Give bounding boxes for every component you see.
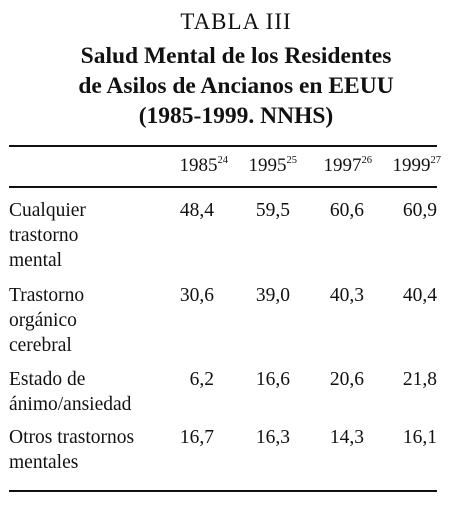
row-label-line: orgánico (9, 310, 77, 331)
table-cell: 6,2 (189, 369, 214, 390)
table-title-line-1: Salud Mental de los Residentes (80, 43, 392, 69)
table-cell: 60,9 (402, 200, 437, 221)
table-cell: 14,3 (329, 427, 364, 448)
table-cell: 48,4 (179, 200, 214, 221)
table-bottom-rule (9, 490, 437, 492)
table-cell: 39,0 (255, 285, 290, 306)
column-header-1995 (227, 155, 297, 177)
table-cell: 16,6 (255, 369, 290, 390)
column-header-1997 (302, 155, 372, 177)
column-year: 1985 (179, 155, 218, 176)
table-cell: 59,5 (255, 200, 290, 221)
row-label-line: Cualquier (9, 200, 86, 221)
row-label-line: mentales (9, 452, 79, 473)
column-year: 1995 (248, 155, 287, 176)
table-cell: 21,8 (402, 369, 437, 390)
table-cell: 40,3 (329, 285, 364, 306)
table-top-rule (9, 145, 437, 147)
table-title-line-3: (1985-1999. NNHS) (138, 103, 334, 129)
row-label-line: cerebral (9, 335, 72, 356)
table-cell: 40,4 (402, 285, 437, 306)
table-cell: 16,3 (255, 427, 290, 448)
row-label-line: mental (9, 250, 63, 271)
column-header-1985 (158, 155, 228, 177)
row-label-line: ánimo/ansiedad (9, 394, 132, 415)
column-reference: 26 (361, 154, 372, 166)
table-cell: 30,6 (179, 285, 214, 306)
column-reference: 24 (217, 154, 228, 166)
table-header-rule (9, 186, 437, 188)
column-reference: 25 (286, 154, 297, 166)
column-reference: 27 (430, 154, 441, 166)
row-label-line: Otros trastornos (9, 427, 135, 448)
table-title-line-2: de Asilos de Ancianos en EEUU (78, 73, 394, 99)
column-year: 1999 (392, 155, 431, 176)
row-label-line: Estado de (9, 369, 86, 390)
column-header-1999 (371, 155, 441, 177)
column-year: 1997 (323, 155, 362, 176)
table-cell: 16,1 (402, 427, 437, 448)
row-label-line: Trastorno (9, 285, 85, 306)
table-cell: 16,7 (179, 427, 214, 448)
table-cell: 20,6 (329, 369, 364, 390)
row-label-line: trastorno (9, 225, 79, 246)
table-cell: 60,6 (329, 200, 364, 221)
table-label: TABLA III (180, 9, 292, 34)
